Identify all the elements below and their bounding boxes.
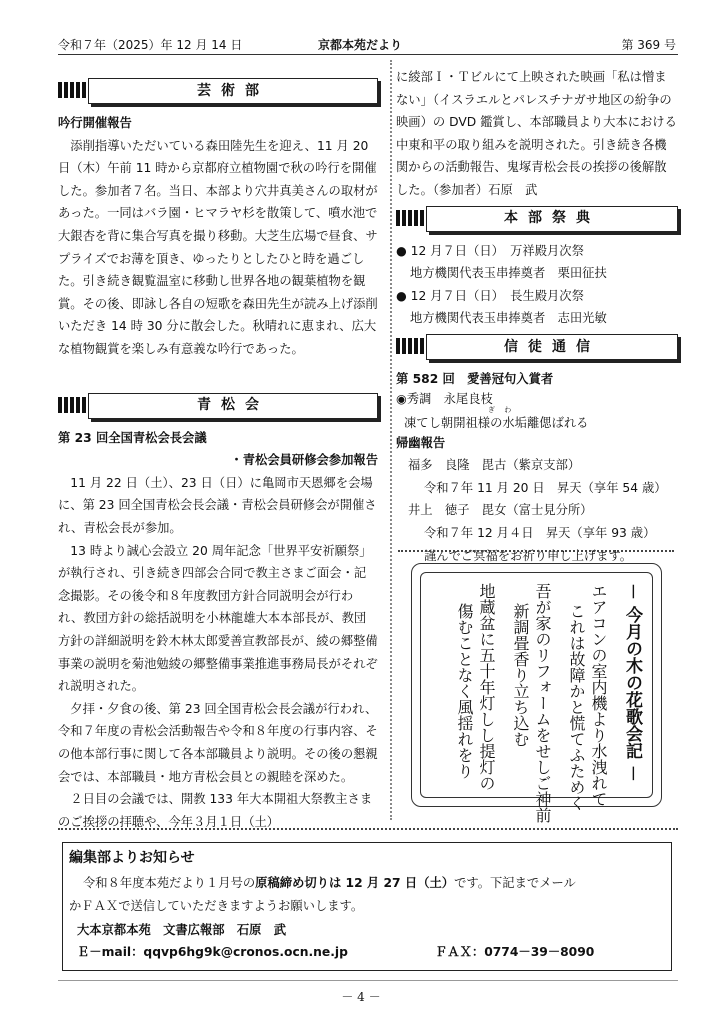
seishokai-banner	[58, 391, 378, 421]
section-subheading: ・青松会員研修会参加報告	[230, 453, 378, 468]
event-rep: 地方機関代表玉串捧奠者 栗田征扶	[410, 266, 607, 281]
event-date: ● 12 月７日（日） 万祥殿月次祭	[396, 243, 584, 258]
banner-bars-icon	[396, 210, 424, 226]
right-column	[396, 66, 678, 567]
header-date: 令和７年（2025）年 12 月 14 日	[58, 38, 243, 52]
notice-org: 大本京都本苑 文書広報部 石原 武	[77, 923, 287, 937]
poem-line: 新調畳香り立ち込む	[511, 603, 530, 747]
notice-text: 令和８年度本苑だより１月号の	[83, 876, 256, 890]
deceased-name: 福多 良隆 毘古（紫京支部）	[408, 458, 581, 473]
deceased-date: 令和７年 12 月４日 昇天（享年 93 歳）	[424, 525, 656, 540]
ku-ruby: ぎ わ	[488, 405, 512, 414]
poem-line: これは故障かと慌てふためく	[567, 603, 586, 811]
poem-title: － 今月の木の花歌会記 －	[622, 583, 642, 782]
notice-email[interactable]: Ｅ－mail：qqvp6hg9k@cronos.ocn.ne.jp	[77, 945, 348, 959]
column-divider	[390, 60, 392, 820]
header-title: 京都本苑だより	[318, 38, 403, 52]
notice-title: 編集部よりお知らせ	[69, 850, 195, 866]
article-paragraph: 夕拝・夕食の後、第 23 回全国青松会長会議が行われ、令和７年度の青松会活動報告や令和８年度の行事内容、その他本部行事に関して各本部職員より説明。その後の懇親会では、本部職員・地方青松会員との親睦を深めた。	[58, 701, 378, 784]
shucho: ◉秀調 永尾良枝	[396, 391, 493, 406]
deceased-name: 井上 徳子 毘女（富士見分所）	[408, 503, 593, 518]
geijutsu-banner	[58, 76, 378, 106]
banner-bars-icon	[58, 82, 86, 98]
event-date: ● 12 月７日（日） 長生殿月次祭	[396, 288, 584, 303]
section-heading: 第 23 回全国青松会長会議	[58, 430, 207, 445]
notice-fax: ＦＡＸ：0774－39－8090	[435, 945, 595, 959]
poem-frame	[411, 563, 662, 823]
poem-line: エアコンの室内機より水洩れて	[589, 583, 608, 807]
event-rep: 地方機関代表玉串捧奠者 志田光敏	[410, 311, 607, 326]
banner-bars-icon	[396, 338, 424, 354]
honbu-banner	[396, 204, 678, 234]
poem-top-rule	[398, 550, 674, 552]
poem-panel	[420, 572, 653, 823]
notice-line	[83, 873, 576, 891]
notice-top-rule	[58, 828, 678, 830]
deceased-date: 令和７年 11 月 20 日 昇天（享年 54 歳）	[424, 480, 667, 495]
ku-text: 凍てし朝開祖様の水垢離偲ばれる	[404, 415, 589, 430]
notice-text: です。下記までメール	[454, 876, 576, 890]
footer-rule	[58, 980, 678, 981]
article-paragraph: 13 時より誠心会設立 20 周年記念「世界平安祈願祭」が執行され、引き続き四部会合同で教主さまご面会・記念撮影。その後令和８年度教団方針合同説明会が行われ、教団方針の総括説明を小林龍雄大本本部長が、教団方針の詳細説明を鈴木林太郎愛善宣教部長が、綾の郷整備事業の説明を菊池勉綾の郷整備事業推進事務局長がそれぞれ説明された。	[58, 543, 378, 694]
section-heading: 吟行開催報告	[58, 116, 132, 130]
banner-title: 本部祭典	[426, 206, 678, 232]
left-column	[58, 74, 378, 833]
article-body: 添削指導いただいている森田陸先生を迎え、11 月 20 日（木）午前 11 時から京都府立植物園で秋の吟行を開催した。参加者７名。当日、本部より穴井真美さんの取材があった。一同はバラ園・ヒマラヤ杉を散策して、噴水池で大銀杏を背に集合写真を撮り移動。大芝生広場で昼食、サプライズでお薄を頂き、ゆったりとしたひと時を過ごした。引き続き観覧温室に移動し世界各地の観葉植物を観賞。その後、即詠し各自の短歌を森田先生が読み上げ添削いただき 14 時 30 分に散会した。秋晴れに恵まれ、広大な植物観賞を楽しみ有意義な吟行であった。	[58, 138, 378, 356]
notice-box	[62, 842, 672, 971]
article-paragraph: ２日目の会議では、開教 133 年大本開祖大祭教主さまのご挨拶の拝聴や、今年３月１日（土）	[58, 792, 373, 829]
poem-line: 吾が家のリフォームをせしご神前	[533, 583, 552, 823]
article-continuation: に綾部Ｉ・Ｔビルにて上映された映画「私は憎まない」（イスラエルとパレスチナガサ地区の紛争の映画）の DVD 鑑賞し、本部職員より大本における中東和平の取り組みを説明された。引き続き各機関からの活動報告、鬼塚青松会長の挨拶の後解散した。（参加者）石原 武	[396, 70, 677, 197]
shinto-banner	[396, 332, 678, 362]
kiyu-heading: 帰幽報告	[396, 435, 446, 450]
header-issue: 第 369 号	[621, 38, 676, 52]
article-paragraph: 11 月 22 日（土）、23 日（日）に亀岡市天恩郷を会場に、第 23 回全国青松会長会議・青松会員研修会が開催され、青松会長が参加。	[58, 475, 377, 535]
page-number: － 4 －	[341, 990, 381, 1004]
notice-deadline: 原稿締め切りは 12 月 27 日（土）	[255, 876, 455, 890]
banner-title: 青松会	[88, 393, 378, 419]
kuheading: 第 582 回 愛善冠句入賞者	[396, 371, 554, 386]
poem-line: 地蔵盆に五十年灯しし提灯の	[477, 583, 496, 791]
poem-line: 傷むことなく風揺れをり	[455, 603, 474, 779]
banner-title: 芸術部	[88, 78, 378, 104]
header-rule	[58, 54, 678, 55]
condolence: 謹んでご冥福をお祈り申し上げます。	[424, 548, 633, 563]
banner-title: 信徒通信	[426, 334, 678, 360]
banner-bars-icon	[58, 397, 86, 413]
notice-text: かＦＡＸで送信していただきますようお願いします。	[69, 899, 364, 913]
